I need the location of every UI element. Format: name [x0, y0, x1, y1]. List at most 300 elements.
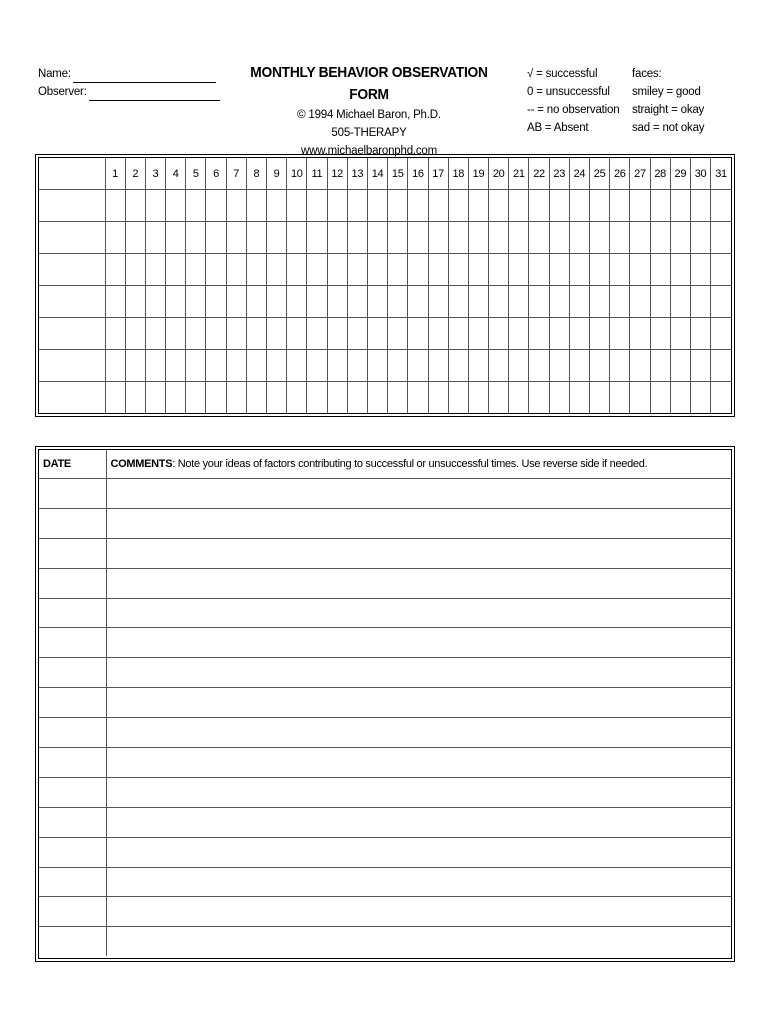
behavior-label-cell[interactable] — [39, 254, 105, 286]
observation-cell[interactable] — [186, 382, 206, 414]
observation-cell[interactable] — [468, 318, 488, 350]
observation-cell[interactable] — [428, 286, 448, 318]
comment-cell[interactable] — [106, 538, 731, 568]
observation-cell[interactable] — [468, 254, 488, 286]
observation-cell[interactable] — [307, 318, 327, 350]
observation-cell[interactable] — [206, 350, 226, 382]
observation-cell[interactable] — [186, 190, 206, 222]
observation-cell[interactable] — [388, 286, 408, 318]
day-header: 13 — [347, 158, 367, 190]
observation-cell[interactable] — [347, 382, 367, 414]
observation-cell[interactable] — [307, 254, 327, 286]
observation-cell[interactable] — [388, 318, 408, 350]
observation-cell[interactable] — [166, 350, 186, 382]
observation-cell[interactable] — [347, 222, 367, 254]
comment-cell[interactable] — [106, 658, 731, 688]
day-header: 5 — [186, 158, 206, 190]
comment-cell[interactable] — [106, 867, 731, 897]
comments-table-inner — [38, 449, 732, 959]
observation-cell[interactable] — [408, 286, 428, 318]
observation-cell[interactable] — [529, 222, 549, 254]
form-title: MONTHLY BEHAVIOR OBSERVATION FORM — [250, 64, 488, 103]
observation-cell[interactable] — [569, 286, 589, 318]
observation-cell[interactable] — [489, 318, 509, 350]
observation-cell[interactable] — [246, 350, 266, 382]
observation-cell[interactable] — [287, 350, 307, 382]
observation-cell[interactable] — [125, 350, 145, 382]
observation-cell[interactable] — [166, 190, 186, 222]
observation-cell[interactable] — [327, 382, 347, 414]
observation-cell[interactable] — [690, 318, 710, 350]
observation-cell[interactable] — [105, 222, 125, 254]
observation-cell[interactable] — [105, 286, 125, 318]
date-cell[interactable] — [39, 628, 106, 658]
observation-cell[interactable] — [428, 222, 448, 254]
observation-cell[interactable] — [327, 286, 347, 318]
observation-cell[interactable] — [307, 350, 327, 382]
observation-cell[interactable] — [246, 382, 266, 414]
comment-row — [39, 658, 731, 688]
observation-cell[interactable] — [105, 254, 125, 286]
observation-cell[interactable] — [650, 318, 670, 350]
date-cell[interactable] — [39, 897, 106, 927]
observation-cell[interactable] — [327, 318, 347, 350]
observation-cell[interactable] — [650, 254, 670, 286]
comment-cell[interactable] — [106, 628, 731, 658]
observation-cell[interactable] — [125, 254, 145, 286]
day-header: 1 — [105, 158, 125, 190]
website-text: www.michaelbaronphd.com — [300, 145, 438, 157]
observation-cell[interactable] — [650, 190, 670, 222]
observation-cell[interactable] — [145, 190, 165, 222]
observation-cell[interactable] — [105, 190, 125, 222]
observation-cell[interactable] — [145, 382, 165, 414]
comment-row — [39, 807, 731, 837]
observation-cell[interactable] — [428, 318, 448, 350]
observation-cell[interactable] — [711, 190, 731, 222]
observation-cell[interactable] — [246, 286, 266, 318]
comment-row — [39, 479, 731, 509]
date-cell[interactable] — [39, 777, 106, 807]
observation-cell[interactable] — [690, 382, 710, 414]
observation-cell[interactable] — [327, 222, 347, 254]
observation-cell[interactable] — [347, 254, 367, 286]
observation-cell[interactable] — [650, 222, 670, 254]
observation-cell[interactable] — [287, 190, 307, 222]
date-cell[interactable] — [39, 568, 106, 598]
observation-cell[interactable] — [186, 254, 206, 286]
observation-cell[interactable] — [206, 190, 226, 222]
observation-cell[interactable] — [347, 286, 367, 318]
observation-cell[interactable] — [711, 318, 731, 350]
observation-cell[interactable] — [226, 222, 246, 254]
observation-cell[interactable] — [226, 190, 246, 222]
comment-row — [39, 538, 731, 568]
observation-cell[interactable] — [287, 286, 307, 318]
date-cell[interactable] — [39, 807, 106, 837]
observation-cell[interactable] — [367, 350, 387, 382]
header-fields — [38, 65, 220, 101]
observation-cell[interactable] — [367, 254, 387, 286]
observation-cell[interactable] — [590, 318, 610, 350]
observation-cell[interactable] — [549, 254, 569, 286]
faces-okay: straight = okay — [632, 104, 705, 116]
day-header: 15 — [388, 158, 408, 190]
observation-cell[interactable] — [509, 222, 529, 254]
observation-cell[interactable] — [468, 222, 488, 254]
name-input[interactable] — [73, 69, 216, 83]
date-header: DATE — [39, 450, 106, 479]
observation-cell[interactable] — [670, 382, 690, 414]
observation-cell[interactable] — [630, 286, 650, 318]
observation-cell[interactable] — [226, 382, 246, 414]
observation-cell[interactable] — [690, 286, 710, 318]
observation-cell[interactable] — [408, 190, 428, 222]
observation-cell[interactable] — [145, 286, 165, 318]
observation-cell[interactable] — [448, 286, 468, 318]
comments-header-row — [39, 450, 731, 479]
comment-row — [39, 748, 731, 778]
behavior-label-cell[interactable] — [39, 222, 105, 254]
observation-cell[interactable] — [711, 350, 731, 382]
observation-cell[interactable] — [509, 286, 529, 318]
behavior-row — [39, 222, 731, 254]
comment-cell[interactable] — [106, 837, 731, 867]
observation-cell[interactable] — [166, 382, 186, 414]
key-absent: AB = Absent — [527, 122, 589, 134]
comment-cell[interactable] — [106, 807, 731, 837]
observation-cell[interactable] — [166, 254, 186, 286]
observation-cell[interactable] — [590, 254, 610, 286]
behavior-label-cell[interactable] — [39, 382, 105, 414]
day-header: 20 — [489, 158, 509, 190]
observation-cell[interactable] — [327, 190, 347, 222]
day-header: 31 — [711, 158, 731, 190]
observation-cell[interactable] — [327, 254, 347, 286]
observation-cell[interactable] — [610, 222, 630, 254]
observation-cell[interactable] — [125, 286, 145, 318]
observation-cell[interactable] — [307, 382, 327, 414]
day-header: 14 — [367, 158, 387, 190]
observation-cell[interactable] — [186, 222, 206, 254]
observation-cell[interactable] — [569, 318, 589, 350]
observation-cell[interactable] — [569, 382, 589, 414]
observation-cell[interactable] — [549, 222, 569, 254]
observation-cell[interactable] — [166, 286, 186, 318]
observation-cell[interactable] — [267, 350, 287, 382]
comment-cell[interactable] — [106, 508, 731, 538]
observation-cell[interactable] — [529, 254, 549, 286]
date-cell[interactable] — [39, 867, 106, 897]
observation-cell[interactable] — [408, 254, 428, 286]
observation-cell[interactable] — [166, 222, 186, 254]
observation-cell[interactable] — [610, 286, 630, 318]
observation-cell[interactable] — [590, 190, 610, 222]
observation-cell[interactable] — [246, 190, 266, 222]
observation-cell[interactable] — [670, 350, 690, 382]
observation-cell[interactable] — [327, 350, 347, 382]
observation-cell[interactable] — [287, 382, 307, 414]
day-header: 9 — [267, 158, 287, 190]
observation-cell[interactable] — [549, 190, 569, 222]
behavior-label-cell[interactable] — [39, 350, 105, 382]
observation-cell[interactable] — [468, 382, 488, 414]
observation-cell[interactable] — [166, 318, 186, 350]
observation-cell[interactable] — [529, 318, 549, 350]
observation-cell[interactable] — [186, 318, 206, 350]
observation-cell[interactable] — [569, 254, 589, 286]
observation-cell[interactable] — [226, 350, 246, 382]
observation-cell[interactable] — [630, 190, 650, 222]
observation-cell[interactable] — [307, 222, 327, 254]
observation-cell[interactable] — [428, 190, 448, 222]
comment-cell[interactable] — [106, 718, 731, 748]
observation-cell[interactable] — [670, 318, 690, 350]
observation-cell[interactable] — [267, 286, 287, 318]
observation-cell[interactable] — [267, 254, 287, 286]
date-cell[interactable] — [39, 927, 106, 956]
observation-cell[interactable] — [206, 254, 226, 286]
observation-cell[interactable] — [711, 382, 731, 414]
observation-cell[interactable] — [428, 350, 448, 382]
observation-cell[interactable] — [549, 382, 569, 414]
comment-cell[interactable] — [106, 897, 731, 927]
observation-cell[interactable] — [468, 286, 488, 318]
comments-header-bold: COMMENTS — [110, 458, 173, 470]
observation-cell[interactable] — [145, 222, 165, 254]
behavior-row — [39, 318, 731, 350]
comment-cell[interactable] — [106, 777, 731, 807]
observation-cell[interactable] — [105, 350, 125, 382]
observation-cell[interactable] — [287, 254, 307, 286]
observation-cell[interactable] — [145, 350, 165, 382]
observation-cell[interactable] — [610, 190, 630, 222]
name-label: Name: — [38, 68, 71, 80]
observation-cell[interactable] — [529, 190, 549, 222]
observation-cell[interactable] — [226, 254, 246, 286]
observation-grid-inner — [38, 157, 732, 414]
date-cell[interactable] — [39, 718, 106, 748]
observation-cell[interactable] — [630, 254, 650, 286]
comment-cell[interactable] — [106, 748, 731, 778]
observation-cell[interactable] — [388, 382, 408, 414]
observation-cell[interactable] — [367, 222, 387, 254]
date-cell[interactable] — [39, 748, 106, 778]
observation-cell[interactable] — [206, 286, 226, 318]
comments-table-frame — [35, 446, 735, 962]
observation-cell[interactable] — [549, 350, 569, 382]
observer-label: Observer: — [38, 86, 87, 98]
observation-cell[interactable] — [125, 382, 145, 414]
date-cell[interactable] — [39, 658, 106, 688]
observation-cell[interactable] — [267, 190, 287, 222]
observation-cell[interactable] — [711, 222, 731, 254]
observation-cell[interactable] — [509, 254, 529, 286]
observation-cell[interactable] — [529, 382, 549, 414]
observation-cell[interactable] — [408, 382, 428, 414]
observation-cell[interactable] — [569, 350, 589, 382]
observation-cell[interactable] — [347, 190, 367, 222]
observation-cell[interactable] — [287, 222, 307, 254]
comment-cell[interactable] — [106, 598, 731, 628]
observation-cell[interactable] — [711, 254, 731, 286]
observation-cell[interactable] — [489, 382, 509, 414]
observation-cell[interactable] — [590, 350, 610, 382]
date-cell[interactable] — [39, 538, 106, 568]
observation-cell[interactable] — [489, 190, 509, 222]
observation-cell[interactable] — [267, 222, 287, 254]
observation-cell[interactable] — [206, 222, 226, 254]
observation-cell[interactable] — [509, 382, 529, 414]
observation-cell[interactable] — [246, 318, 266, 350]
observation-cell[interactable] — [711, 286, 731, 318]
observation-cell[interactable] — [489, 350, 509, 382]
observation-cell[interactable] — [630, 222, 650, 254]
observation-cell[interactable] — [125, 222, 145, 254]
comment-cell[interactable] — [106, 927, 731, 956]
observation-cell[interactable] — [590, 222, 610, 254]
observation-cell[interactable] — [610, 318, 630, 350]
observation-cell[interactable] — [448, 190, 468, 222]
observation-cell[interactable] — [287, 318, 307, 350]
observation-cell[interactable] — [367, 190, 387, 222]
observation-cell[interactable] — [468, 190, 488, 222]
observation-cell[interactable] — [630, 382, 650, 414]
observer-input[interactable] — [89, 87, 220, 101]
day-header: 6 — [206, 158, 226, 190]
observation-cell[interactable] — [388, 254, 408, 286]
observation-cell[interactable] — [408, 350, 428, 382]
observation-cell[interactable] — [448, 254, 468, 286]
comment-cell[interactable] — [106, 688, 731, 718]
observation-cell[interactable] — [549, 286, 569, 318]
day-header: 21 — [509, 158, 529, 190]
behavior-row — [39, 350, 731, 382]
observation-cell[interactable] — [650, 382, 670, 414]
observation-cell[interactable] — [690, 190, 710, 222]
observation-cell[interactable] — [630, 318, 650, 350]
observation-cell[interactable] — [690, 254, 710, 286]
observation-cell[interactable] — [145, 318, 165, 350]
observation-cell[interactable] — [468, 350, 488, 382]
behavior-row — [39, 382, 731, 414]
date-cell[interactable] — [39, 837, 106, 867]
date-cell[interactable] — [39, 598, 106, 628]
name-field-row — [38, 65, 220, 83]
observation-cell[interactable] — [549, 318, 569, 350]
observation-cell[interactable] — [489, 286, 509, 318]
observation-cell[interactable] — [670, 286, 690, 318]
behavior-label-cell[interactable] — [39, 286, 105, 318]
observation-cell[interactable] — [670, 222, 690, 254]
observation-cell[interactable] — [307, 190, 327, 222]
observation-cell[interactable] — [448, 350, 468, 382]
observation-cell[interactable] — [630, 350, 650, 382]
observation-cell[interactable] — [367, 286, 387, 318]
observation-cell[interactable] — [610, 254, 630, 286]
observation-cell[interactable] — [408, 222, 428, 254]
comment-cell[interactable] — [106, 479, 731, 509]
observation-cell[interactable] — [489, 222, 509, 254]
day-header: 24 — [569, 158, 589, 190]
observation-cell[interactable] — [347, 350, 367, 382]
observation-cell[interactable] — [246, 222, 266, 254]
observation-cell[interactable] — [388, 222, 408, 254]
observation-cell[interactable] — [186, 350, 206, 382]
observation-cell[interactable] — [569, 222, 589, 254]
behavior-label-cell[interactable] — [39, 190, 105, 222]
observation-cell[interactable] — [509, 350, 529, 382]
observation-cell[interactable] — [428, 254, 448, 286]
observation-cell[interactable] — [610, 382, 630, 414]
observation-cell[interactable] — [246, 254, 266, 286]
observation-cell[interactable] — [206, 382, 226, 414]
observation-cell[interactable] — [125, 190, 145, 222]
observation-cell[interactable] — [509, 190, 529, 222]
observation-cell[interactable] — [650, 350, 670, 382]
observation-cell[interactable] — [226, 286, 246, 318]
observation-cell[interactable] — [509, 318, 529, 350]
observation-cell[interactable] — [670, 190, 690, 222]
observation-cell[interactable] — [307, 286, 327, 318]
observation-cell[interactable] — [105, 382, 125, 414]
observation-cell[interactable] — [529, 286, 549, 318]
observation-cell[interactable] — [226, 318, 246, 350]
observation-cell[interactable] — [428, 382, 448, 414]
comment-cell[interactable] — [106, 568, 731, 598]
observation-cell[interactable] — [670, 254, 690, 286]
observation-cell[interactable] — [690, 350, 710, 382]
date-cell[interactable] — [39, 508, 106, 538]
date-cell[interactable] — [39, 479, 106, 509]
observation-cell[interactable] — [448, 222, 468, 254]
observation-cell[interactable] — [105, 318, 125, 350]
key-unsuccessful: 0 = unsuccessful — [527, 86, 610, 98]
observation-cell[interactable] — [569, 190, 589, 222]
observation-cell[interactable] — [125, 318, 145, 350]
observation-cell[interactable] — [347, 318, 367, 350]
observation-cell[interactable] — [206, 318, 226, 350]
day-header: 25 — [590, 158, 610, 190]
observation-cell[interactable] — [145, 254, 165, 286]
observation-cell[interactable] — [388, 350, 408, 382]
comments-header-text: : Note your ideas of factors contributing to successful or unsuccessful times. Use reverse side if needed. — [172, 458, 648, 470]
observation-cell[interactable] — [590, 382, 610, 414]
observation-cell[interactable] — [448, 382, 468, 414]
observation-grid — [39, 158, 731, 413]
behavior-row — [39, 286, 731, 318]
observation-cell[interactable] — [650, 286, 670, 318]
observation-cell[interactable] — [367, 318, 387, 350]
observation-cell[interactable] — [610, 350, 630, 382]
comment-row — [39, 508, 731, 538]
observation-cell[interactable] — [489, 254, 509, 286]
observation-cell[interactable] — [690, 222, 710, 254]
observation-cell[interactable] — [186, 286, 206, 318]
behavior-label-cell[interactable] — [39, 318, 105, 350]
observation-cell[interactable] — [388, 190, 408, 222]
observation-cell[interactable] — [267, 318, 287, 350]
day-header: 27 — [630, 158, 650, 190]
observation-cell[interactable] — [267, 382, 287, 414]
observation-cell[interactable] — [590, 286, 610, 318]
observation-cell[interactable] — [408, 318, 428, 350]
observation-cell[interactable] — [529, 350, 549, 382]
comment-row — [39, 927, 731, 956]
observation-cell[interactable] — [367, 382, 387, 414]
observation-cell[interactable] — [448, 318, 468, 350]
date-cell[interactable] — [39, 688, 106, 718]
